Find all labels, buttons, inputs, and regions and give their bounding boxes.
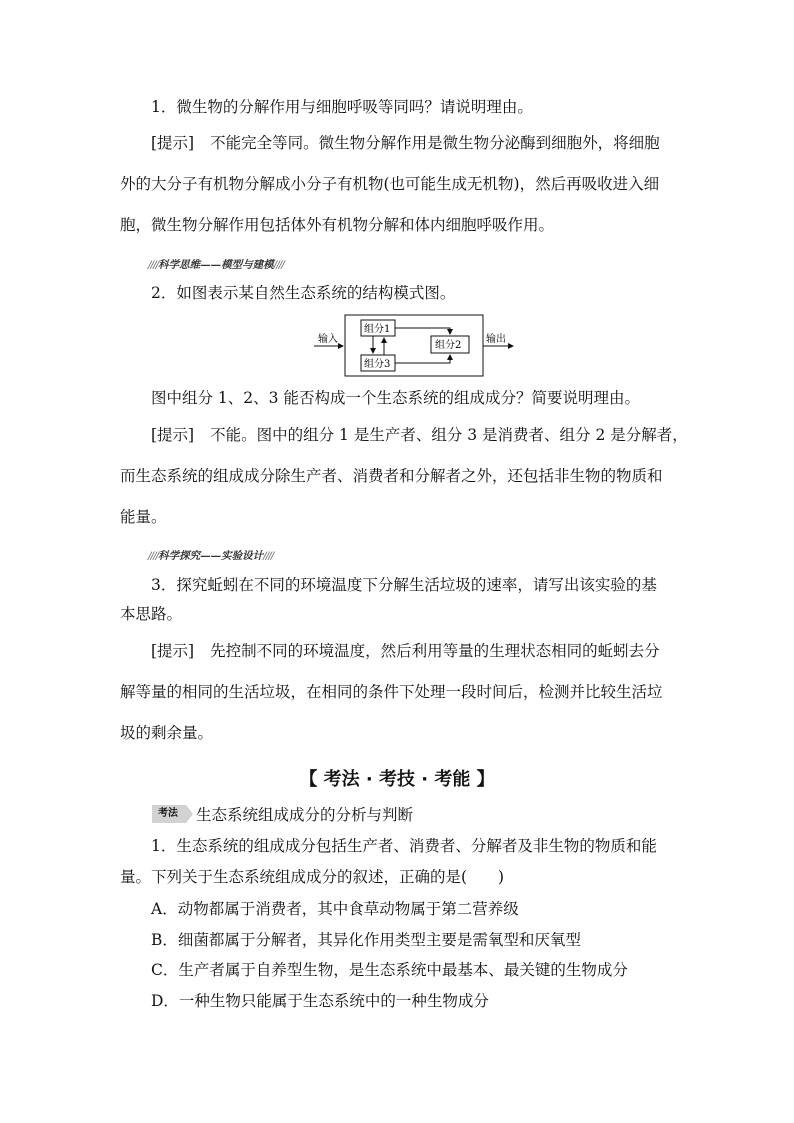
question-3-line-2: 本思路。 xyxy=(120,605,183,623)
mcq-option-a: A．动物都属于消费者，其中食草动物属于第二营养级 xyxy=(151,900,519,918)
hint-text: 不能。图中的组分 1 是生产者、组分 3 是消费者、组分 2 是分解者， xyxy=(210,426,688,444)
diagram-group-3-label: 组分3 xyxy=(364,359,391,370)
hint-2-line-1 xyxy=(151,425,688,445)
hint-3-line-3: 圾的剩余量。 xyxy=(120,724,214,742)
section-tag-inquiry: ////科学探究——实验设计//// xyxy=(148,550,274,562)
diagram-output-label: 输出 xyxy=(486,334,506,345)
hint-text: 不能完全等同。微生物分解作用是微生物分泌酶到细胞外，将细胞 xyxy=(210,134,660,152)
question-2: 2．如图表示某自然生态系统的结构模式图。 xyxy=(151,284,456,302)
hint-3-line-2: 解等量的相同的生活垃圾，在相同的条件下处理一段时间后，检测并比较生活垃 xyxy=(120,683,663,701)
hint-text: 先控制不同的环境温度，然后利用等量的生理状态相同的蚯蚓去分 xyxy=(210,642,660,660)
question-1: 1．微生物的分解作用与细胞呼吸等同吗？请说明理由。 xyxy=(151,98,533,116)
mcq-option-c: C．生产者属于自养型生物，是生态系统中最基本、最关键的生物成分 xyxy=(151,961,628,979)
question-2-follow: 图中组分 1、2、3 能否构成一个生态系统的组成成分？简要说明理由。 xyxy=(151,389,640,407)
hint-label: [提示] xyxy=(151,134,195,152)
method-tag: 考法 xyxy=(152,805,186,823)
diagram-group-1-label: 组分1 xyxy=(364,324,391,335)
mcq-option-d: D．一种生物只能属于生态系统中的一种生物成分 xyxy=(151,992,489,1010)
hint-label: [提示] xyxy=(151,426,195,444)
section-heading: 【 考法 · 考技 · 考能 】 xyxy=(299,769,495,790)
diagram-input-label: 输入 xyxy=(318,334,338,345)
method-title: 生态系统组成成分的分析与判断 xyxy=(196,806,414,824)
hint-2-line-3: 能量。 xyxy=(120,508,167,526)
mcq-stem-line-2: 量。下列关于生态系统组成成分的叙述，正确的是( ) xyxy=(120,868,505,886)
mcq-option-b: B．细菌都属于分解者，其异化作用类型主要是需氧型和厌氧型 xyxy=(151,931,581,949)
diagram-group-2-label: 组分2 xyxy=(435,340,462,351)
mcq-stem-line-1: 1．生态系统的组成成分包括生产者、消费者、分解者及非生物的物质和能 xyxy=(151,837,657,855)
hint-1-line-1 xyxy=(151,133,660,153)
hint-3-line-1 xyxy=(151,641,660,661)
hint-2-line-2: 而生态系统的组成成分除生产者、消费者和分解者之外，还包括非生物的物质和 xyxy=(120,467,663,485)
question-3-line-1: 3．探究蚯蚓在不同的环境温度下分解生活垃圾的速率，请写出该实验的基 xyxy=(151,576,657,594)
method-heading xyxy=(152,803,413,825)
hint-1-line-2: 外的大分子有机物分解成小分子有机物(也可能生成无机物)，然后再吸收进入细 xyxy=(120,175,660,193)
ecosystem-structure-diagram xyxy=(310,312,525,382)
hint-1-line-3: 胞，微生物分解作用包括体外有机物分解和体内细胞呼吸作用。 xyxy=(120,216,555,234)
hint-label: [提示] xyxy=(151,642,195,660)
section-tag-thinking: ////科学思维——模型与建模//// xyxy=(148,259,284,271)
